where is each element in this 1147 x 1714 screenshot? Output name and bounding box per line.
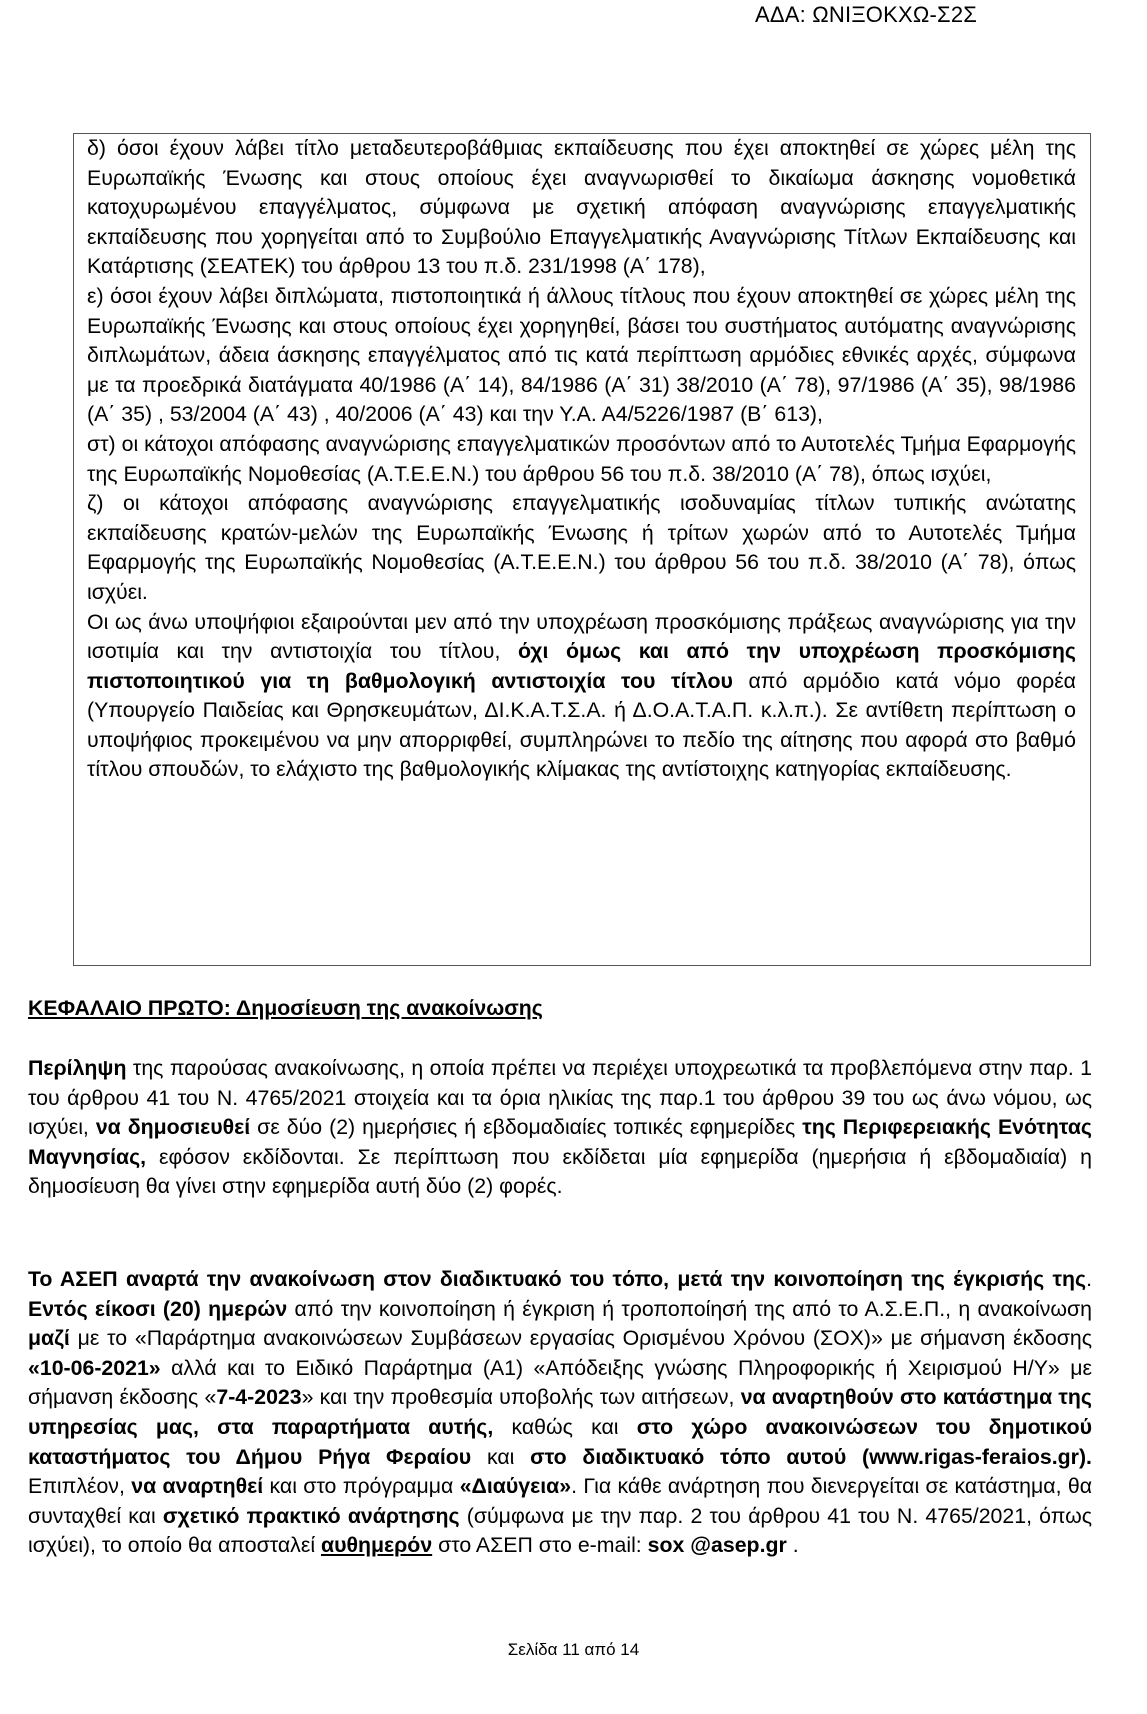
note-text-1: Οι ως άνω υποψήφιοι εξαιρούνται μεν από την υποχρέωση προσκόμισης πράξεως αναγνώρισης για την ισοτιμία και την αντιστοιχία του τίτλου,	[87, 609, 1076, 664]
clause-z: ζ) οι κάτοχοι απόφασης αναγνώρισης επαγγελματικής ισοδυναμίας τίτλων τυπικής ανώτατης εκπαίδευσης κρατών-μελών της Ευρωπαϊκής Ένωσης ή τρίτων χωρών από το Αυτοτελές Τμήμα Εφαρμογής της Ευρωπαϊκής Νομοθεσίας (Α.Τ.Ε.Ε.Ν.) του άρθρου 56 του π.δ. 38/2010 (Α΄ 78), όπως ισχύει.	[87, 491, 1076, 604]
ada-code: ΑΔΑ: ΩΝΙΞΟΚΧΩ-Σ2Σ	[755, 2, 978, 27]
summary-paragraph	[28, 1054, 1092, 1202]
exemption-note	[87, 608, 1076, 786]
posting-text-6: καθώς και	[493, 1414, 637, 1439]
posting-bold-1: Το ΑΣΕΠ αναρτά την ανακοίνωση στον διαδικτυακό του τόπο, μετά την κοινοποίηση της έγκρισής της	[28, 1267, 1087, 1291]
eligibility-box	[73, 133, 1091, 966]
summary-bold-2: να δημοσιευθεί	[95, 1115, 251, 1140]
clause-d: δ) όσοι έχουν λάβει τίτλο μεταδευτεροβάθμιας εκπαίδευσης που έχει αποκτηθεί σε χώρες μέλη της Ευρωπαϊκής Ένωσης και στους οποίους έχει αναγνωρισθεί το δικαίωμα άσκησης νομοθετικά κατοχυρωμένου επαγγέλματος, σύμφωνα με σχετική απόφαση αναγνώρισης επαγγελματικής εκπαίδευσης που χορηγείται από το Συμβούλιο Επαγγελματικής Αναγνώρισης Τίτλων Εκπαίδευσης και Κατάρτισης (ΣΕΑΤΕΚ) του άρθρου 13 του π.δ. 231/1998 (Α΄ 178),	[87, 136, 1076, 279]
page-number: Σελίδα 11 από 14	[507, 1640, 640, 1659]
summary-text-2: σε δύο (2) ημερήσιες ή εβδομαδιαίες τοπικές εφημερίδες	[250, 1115, 803, 1140]
posting-bold-7: στο χώρο ανακοινώσεων του δημοτικού καταστήματος του Δήμου Ρήγα Φεραίου	[28, 1414, 1093, 1469]
posting-bold-9: να αναρτηθεί	[131, 1474, 264, 1499]
email-link[interactable]: sox @asep.gr	[647, 1533, 787, 1558]
posting-text-1: .	[1086, 1267, 1092, 1291]
summary-text-1: της παρούσας ανακοίνωσης, η οποία πρέπει να περιέχει υποχρεωτικά τα προβλεπόμενα στην παρ. 1 του άρθρου 41 του Ν. 4765/2021 στοιχεία και τα όρια ηλικίας της παρ.1 του άρθρου 39 του ως άνω νόμου, ως ισχύει,	[28, 1056, 1092, 1140]
summary-text-3: εφόσον εκδίδονται. Σε περίπτωση που εκδίδεται μία εφημερίδα (ημερήσια ή εβδομαδιαία) η δημοσίευση θα γίνει στην εφημερίδα αυτή δύο (2) φορές.	[28, 1144, 1092, 1199]
posting-text-13: .	[786, 1533, 799, 1558]
clause-st: στ) οι κάτοχοι απόφασης αναγνώρισης επαγγελματικών προσόντων από το Αυτοτελές Τμήμα Εφαρμογής της Ευρωπαϊκής Νομοθεσίας (Α.Τ.Ε.Ε.Ν.) του άρθρου 56 του π.δ. 38/2010 (Α΄ 78), όπως ισχύει,	[87, 431, 1076, 486]
posting-bold-6: να αναρτηθούν στο κατάστημα της υπηρεσίας μας, στα παραρτήματα αυτής,	[28, 1385, 1092, 1439]
summary-bold-3: της Περιφερειακής Ενότητας Μαγνησίας,	[28, 1115, 1093, 1169]
posting-text-8: Επιπλέον,	[28, 1474, 132, 1499]
note-bold: όχι όμως και από την υποχρέωση προσκόμισης πιστοποιητικού για τη βαθμολογική αντιστοιχία του τίτλου	[87, 639, 1076, 693]
website-link[interactable]: στο διαδικτυακό τόπο αυτού (www.rigas-feraios.gr).	[530, 1444, 1092, 1469]
posting-text-3: με το «Παράρτημα ανακοινώσεων Συμβάσεων εργασίας Ορισμένου Χρόνου (ΣΟΧ)» με σήμανση έκδοσης	[69, 1326, 1092, 1351]
posting-bold-2: Εντός είκοσι (20) ημερών	[28, 1296, 288, 1321]
posting-bold-4: «10-06-2021»	[28, 1355, 161, 1380]
posting-bold-5: 7-4-2023	[216, 1385, 302, 1410]
posting-text-11: (σύμφωνα με την παρ. 2 του άρθρου 41 του Ν. 4765/2021, όπως ισχύει), το οποίο θα αποσταλεί	[28, 1503, 1092, 1558]
posting-bold-10: «Διαύγεια»	[459, 1474, 572, 1499]
same-day-emphasis: αυθημερόν	[320, 1533, 433, 1558]
posting-text-5: » και την προθεσμία υποβολής των αιτήσεων,	[301, 1385, 741, 1410]
posting-text-9: και στο πρόγραμμα	[263, 1474, 460, 1499]
chapter-heading: ΚΕΦΑΛΑΙΟ ΠΡΩΤΟ: Δημοσίευση της ανακοίνωσης	[28, 996, 543, 1020]
posting-paragraph	[28, 1265, 1092, 1561]
clause-e: ε) όσοι έχουν λάβει διπλώματα, πιστοποιητικά ή άλλους τίτλους που έχουν αποκτηθεί σε χώρες μέλη της Ευρωπαϊκής Ένωσης και στους οποίους έχει χορηγηθεί, βάσει του συστήματος αυτόματης αναγνώρισης διπλωμάτων, άδεια άσκησης επαγγέλματος από τις κατά περίπτωση αρμόδιες εθνικές αρχές, σύμφωνα με τα προεδρικά διατάγματα 40/1986 (Α΄ 14), 84/1986 (Α΄ 31) 38/2010 (Α΄ 78), 97/1986 (Α΄ 35), 98/1986 (Α΄ 35) , 53/2004 (Α΄ 43) , 40/2006 (Α΄ 43) και την Υ.Α. Α4/5226/1987 (Β΄ 613),	[87, 283, 1076, 427]
posting-text-7: και	[471, 1444, 531, 1469]
posting-text-10: . Για κάθε ανάρτηση που διενεργείται σε κατάστημα, θα συνταχθεί και	[28, 1474, 1093, 1528]
posting-bold-11: σχετικό πρακτικό ανάρτησης	[162, 1503, 460, 1528]
note-text-2: από αρμόδιο κατά νόμο φορέα (Υπουργείο Παιδείας και Θρησκευμάτων, ΔΙ.Κ.Α.Τ.Σ.Α. ή Δ.Ο.Α.Τ.Α.Π. κ.λ.π.). Σε αντίθετη περίπτωση ο υποψήφιος προκειμένου να μην απορριφθεί, συμπληρώνει το πεδίο της αίτησης που αφορά στο βαθμό τίτλου σπουδών, το ελάχιστο της βαθμολογικής κλίμακας της αντίστοιχης κατηγορίας εκπαίδευσης.	[87, 668, 1076, 782]
posting-text-12: στο ΑΣΕΠ στο e-mail:	[432, 1533, 648, 1558]
posting-bold-3: μαζί	[28, 1326, 70, 1351]
posting-text-2: από την κοινοποίηση ή έγκριση ή τροποποίησή της από το Α.Σ.Ε.Π., η ανακοίνωση	[287, 1296, 1092, 1321]
summary-bold-1: Περίληψη	[28, 1056, 127, 1080]
posting-text-4: αλλά και το Ειδικό Παράρτημα (Α1) «Απόδειξης γνώσης Πληροφορικής ή Χειρισμού Η/Υ» με σήμανση έκδοσης «	[28, 1355, 1092, 1410]
